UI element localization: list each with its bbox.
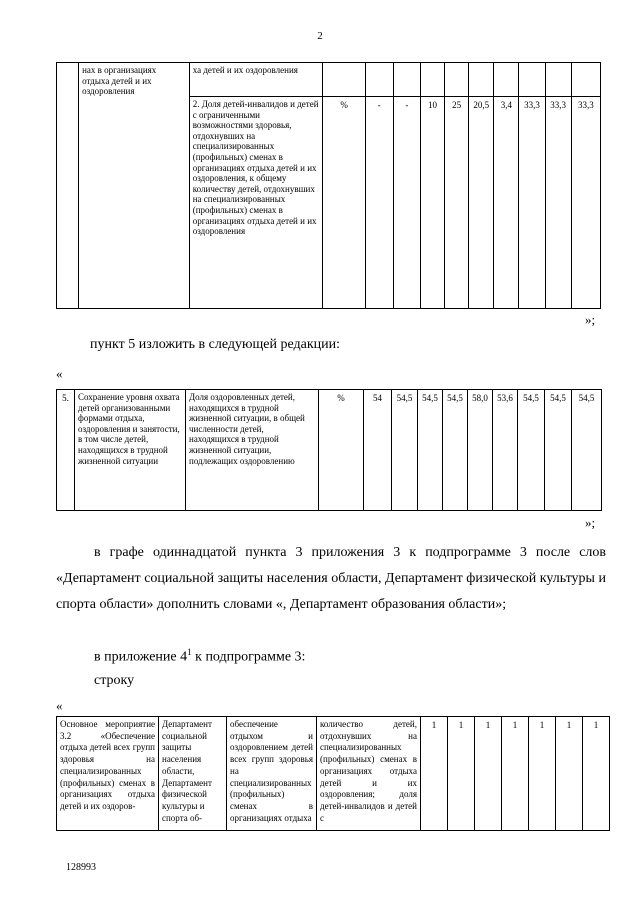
page-number: 2	[317, 30, 323, 42]
value-cell: 54,5	[518, 390, 545, 511]
value-cell: 54,5	[572, 390, 602, 511]
paragraph-stroku: строку	[94, 673, 135, 688]
value-cell: 54,5	[443, 390, 468, 511]
value-cell: 1	[502, 717, 529, 831]
indicator-cell: количество детей, отдохнувших на специализированных (профильных) сменах в организациях отдыха детей и их оздоровления; доля детей-инвалидов и детей с	[320, 719, 417, 823]
value-cell: 54,5	[545, 390, 572, 511]
paragraph-punkt5: пункт 5 изложить в следующей редакции:	[90, 337, 340, 352]
paragraph-app4-text: в приложение 4	[94, 649, 188, 665]
document-code: 128993	[66, 862, 96, 873]
value-cell: -	[365, 97, 393, 309]
event-cell: Основное мероприятие 3.2 «Обеспечение отдыха детей всех групп здоровья на специализированных (профильных) сменах в организациях отдыха детей и их оздоров-	[60, 719, 155, 811]
table-row	[57, 717, 610, 831]
result-cell: обеспечение отдыхом и оздоровлением детей всех групп здоровья на специализированных (профильных) сменах в организациях отдыха	[230, 719, 313, 823]
value-cell: 3,4	[494, 97, 519, 309]
value-cell: -	[393, 97, 420, 309]
indicator-cell: 2. Доля детей-инвалидов и детей с ограниченными возможностями здоровья, отдохнувших на специализированных (профильных) сменах в организациях отдыха детей и их оздоровления, к общему количеству детей, отдохнувших на специализированных (профильных) сменах в организациях отдыха детей и их оздоровления	[192, 99, 319, 237]
paragraph-grafa: в графе одиннадцатой пункта 3 приложения 3 к подпрограмме 3 после слов «Департамент социальной защиты населения области, Департамент физической культуры и спорта области» дополнить словами «, Департамент образования области»;	[56, 545, 606, 612]
table-punkt5	[56, 389, 602, 511]
value-cell: 10	[420, 97, 444, 309]
value-cell: 20,5	[469, 97, 494, 309]
closing-quote: »;	[585, 515, 596, 530]
table-continuation	[56, 62, 601, 309]
unit-cell: %	[319, 390, 364, 511]
value-cell: 33,3	[545, 97, 571, 309]
value-cell: 54,5	[418, 390, 443, 511]
opening-quote: «	[56, 366, 63, 381]
closing-quote: »;	[585, 312, 596, 327]
value-cell: 53,6	[493, 390, 518, 511]
value-cell: 54,5	[392, 390, 418, 511]
value-cell: 1	[421, 717, 448, 831]
paragraph-app4-text-after: к подпрограмме 3:	[191, 649, 306, 665]
paragraph-app4	[94, 639, 305, 671]
table-row	[57, 390, 602, 511]
indicator-cell: Доля оздоровленных детей, находящихся в трудной жизненной ситуации, в общей численности детей, находящихся в трудной жизненной ситуации, подлежащих оздоровлению	[189, 392, 305, 466]
value-cell: 54	[364, 390, 392, 511]
task-cell: Сохранение уровня охвата детей организованными формами отдыха, оздоровления и занятости, в том числе детей, находящихся в трудной жизненной ситуации	[78, 392, 180, 466]
value-cell: 1	[556, 717, 583, 831]
task-cell: нах в организациях отдыха детей и их оздоровления	[82, 65, 157, 97]
value-cell: 33,3	[519, 97, 545, 309]
value-cell: 1	[529, 717, 556, 831]
opening-quote: «	[56, 698, 63, 713]
unit-cell: %	[323, 97, 365, 309]
row-number-cell: 5.	[57, 390, 75, 511]
value-cell: 1	[583, 717, 610, 831]
value-cell: 1	[475, 717, 502, 831]
executor-cell: Департамент социальной защиты населения области, Департамент физической культуры и спорта об-	[162, 719, 212, 823]
value-cell: 1	[448, 717, 475, 831]
value-cell: 25	[445, 97, 469, 309]
table-appendix4-row	[56, 716, 610, 831]
value-cell: 33,3	[571, 97, 600, 309]
value-cell: 58,0	[468, 390, 493, 511]
indicator-continuation-cell: ха детей и их оздоровления	[192, 65, 298, 75]
table-row	[57, 63, 601, 97]
paragraph-app4-sup: 1	[187, 647, 192, 657]
